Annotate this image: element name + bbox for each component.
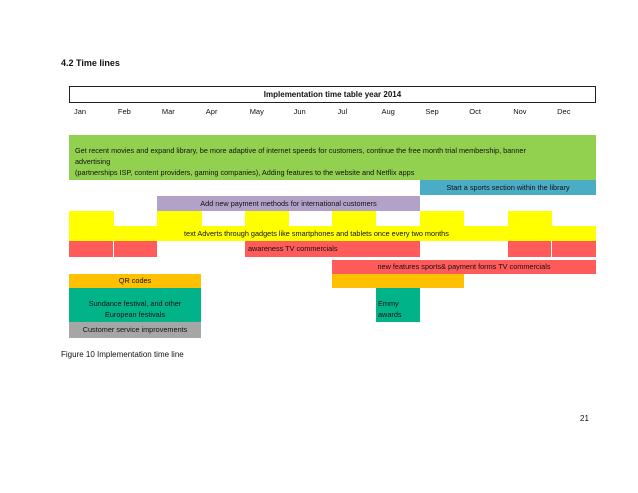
emmy-bar-line1: Emmy: [378, 299, 399, 308]
payment-bar: [157, 196, 420, 211]
festival-bar-line2: European festivals: [104, 310, 166, 319]
payment-bar-label: Add new payment methods for international customers: [200, 199, 377, 208]
awareness-bar-label: awareness TV commercials: [248, 244, 338, 253]
month-aug: Aug: [381, 107, 395, 116]
month-mar: Mar: [161, 107, 175, 116]
library-bar-line1: Get recent movies and expand library, be more adaptive of internet speeds for customers, continue the free month trial membership, banner: [75, 146, 526, 155]
festival-bar: [69, 298, 201, 322]
library-bar-line3: (partnerships ISP, content providers, gaming companies), Adding features to the website and Netflix apps: [75, 168, 415, 177]
library-bar-line2: advertising: [75, 157, 111, 166]
month-sep: Sep: [425, 107, 439, 116]
month-nov: Nov: [513, 107, 527, 116]
awareness-bar: [245, 241, 420, 257]
figure-caption: Figure 10 Implementation time line: [61, 350, 184, 359]
customer-service-bar-label: Customer service improvements: [82, 325, 188, 334]
adverts-block-jan: [69, 211, 114, 226]
emmy-bar: [376, 288, 420, 322]
month-header: [69, 107, 596, 121]
section-heading: 4.2 Time lines: [61, 58, 120, 68]
adverts-block-nov: [508, 211, 552, 226]
awareness-block-jan: [69, 241, 114, 257]
qr-codes-bar: [69, 274, 201, 288]
festival-bar-line1: Sundance festival, and other: [88, 299, 182, 308]
month-dec: Dec: [557, 107, 571, 116]
month-jul: Jul: [337, 107, 348, 116]
timetable-title-text: Implementation time table year 2014: [263, 90, 402, 99]
page-number: 21: [580, 414, 589, 423]
sports-bar-label: Start a sports section within the library: [446, 183, 570, 192]
adverts-block-may: [245, 211, 289, 226]
library-bar: [69, 135, 596, 180]
adverts-block-sep: [420, 211, 464, 226]
month-apr: Apr: [205, 107, 218, 116]
awareness-block-feb: [114, 241, 157, 257]
month-feb: Feb: [117, 107, 131, 116]
adverts-bar: [69, 226, 596, 241]
month-oct: Oct: [469, 107, 481, 116]
month-jan: Jan: [74, 107, 87, 116]
qr-codes-block-jul: [332, 274, 464, 288]
qr-codes-bar-label: QR codes: [118, 276, 152, 285]
customer-service-bar: [69, 322, 201, 338]
adverts-block-mar: [157, 211, 202, 226]
festival-bar-top: [69, 288, 201, 298]
sports-bar: [420, 180, 596, 195]
month-may: May: [249, 107, 264, 116]
month-jun: Jun: [293, 107, 306, 116]
timetable-title: [69, 86, 596, 103]
new-features-bar: [332, 260, 596, 274]
adverts-block-jul: [332, 211, 376, 226]
awareness-block-nov: [508, 241, 552, 257]
awareness-block-dec: [552, 241, 596, 257]
new-features-bar-label: new features sports& payment forms TV commercials: [377, 262, 551, 271]
emmy-bar-line2: awards: [378, 310, 402, 319]
adverts-bar-label: text Adverts through gadgets like smartphones and tablets once every two months: [184, 229, 449, 238]
